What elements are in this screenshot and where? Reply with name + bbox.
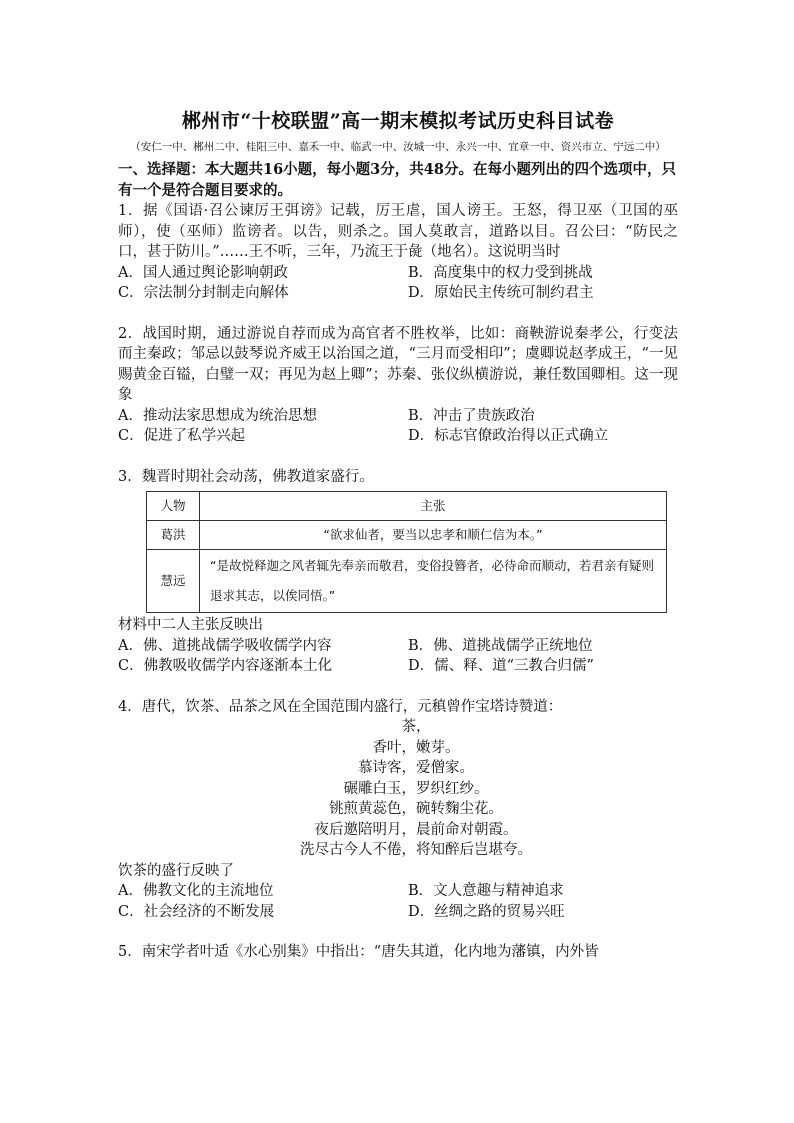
table-cell-view: “是故悦释迦之风者辄先奉亲而敬君，变俗投簪者，必待命而顺动，若君亲有疑则退求其志，以俟同悟。” — [200, 550, 667, 613]
poem-line: 慕诗客，爱僧家。 — [358, 760, 474, 776]
question-5 — [118, 942, 678, 963]
poem-line: 碾雕白玉，罗织红纱。 — [343, 780, 489, 797]
poem-line: 茶， — [401, 719, 431, 735]
school-list: （安仁一中、郴州二中、桂阳三中、嘉禾一中、临武一中、汝城一中、永兴一中、宜章一中、资兴市立、宁远二中） — [130, 141, 666, 153]
table-row — [147, 550, 667, 613]
question-3-options — [118, 636, 678, 677]
question-3 — [118, 467, 678, 677]
question-5-text: 5．南宋学者叶适《水心别集》中指出：“唐失其道，化内地为藩镇，内外皆 — [118, 944, 599, 960]
option-c: C．宗法制分封制走向解体 — [118, 285, 289, 301]
table-header-person: 人物 — [147, 492, 200, 521]
table-header-view: 主张 — [200, 492, 667, 521]
question-4-options — [118, 881, 678, 922]
option-b: B．高度集中的权力受到挑战 — [408, 264, 593, 281]
table-cell-person: 葛洪 — [147, 521, 200, 550]
option-d: D．丝绸之路的贸易兴旺 — [408, 903, 565, 920]
question-4 — [118, 697, 678, 923]
question-3-stem: 材料中二人主张反映出 — [118, 617, 263, 633]
option-b: B．冲击了贵族政治 — [408, 407, 535, 424]
question-2-text: 2．战国时期，通过游说自荐而成为高官者不胜枚举，比如：商鞅游说秦孝公，行变法而主秦政；邹忌以鼓琴说齐威王以治国之道，“三月而受相印”；虞卿说赵孝成王，“一见赐黄金百镒，白璧一双；再见为赵上卿”；苏秦、张仪纵横游说，兼任数国卿相。这一现象 — [118, 325, 678, 403]
section-heading: 一、选择题：本大题共16小题，每小题3分，共48分。在每小题列出的四个选项中，只有一个是符合题目要求的。 — [118, 161, 676, 199]
table-cell-view: “欲求仙者，要当以忠孝和顺仁信为本。” — [200, 521, 667, 550]
option-d: D．儒、释、道“三教合归儒” — [408, 658, 594, 674]
poem-line: 洗尽古今人不倦，将知醉后岂堪夸。 — [300, 842, 532, 858]
table-row — [147, 521, 667, 550]
poem-line: 铫煎黄蕊色，碗转麴尘花。 — [329, 801, 503, 817]
question-1-text: 1．据《国语·召公谏厉王弭谤》记载，厉王虐，国人谤王。王怒，得卫巫（卫国的巫师），使（巫师）监谤者。以告，则杀之。国人莫敢言，道路以目。召公曰：“防民之口，甚于防川。”……王不听，三年，乃流王于彘（地名）。这说明当时 — [118, 203, 678, 260]
option-d: D．原始民主传统可制约君主 — [408, 285, 594, 301]
question-3-text: 3．魏晋时期社会动荡，佛教道家盛行。 — [118, 468, 374, 485]
question-2-options — [118, 406, 678, 447]
option-d: D．标志官僚政治得以正式确立 — [408, 428, 609, 444]
question-1-options — [118, 263, 678, 304]
option-b: B．佛、道挑战儒学正统地位 — [408, 637, 593, 654]
exam-page — [118, 100, 678, 963]
material-table — [146, 491, 667, 613]
option-a: A．佛教文化的主流地位 — [118, 883, 274, 899]
question-4-text: 4．唐代，饮茶、品茶之风在全国范围内盛行，元稹曾作宝塔诗赞道： — [118, 698, 563, 715]
option-c: C．促进了私学兴起 — [118, 428, 246, 444]
exam-title: 郴州市“十校联盟”高一期末模拟考试历史科目试卷 — [181, 110, 615, 132]
option-b: B．文人意趣与精神追求 — [408, 883, 564, 899]
question-2 — [118, 324, 678, 447]
question-1 — [118, 201, 678, 304]
poem-line: 香叶，嫩芽。 — [372, 739, 460, 756]
pagoda-poem — [154, 717, 678, 861]
option-c: C．社会经济的不断发展 — [118, 903, 275, 920]
option-a: A．佛、道挑战儒学吸收儒学内容 — [118, 637, 332, 654]
table-header-row — [147, 492, 667, 521]
poem-line: 夜后邀陪明月，晨前命对朝霞。 — [314, 821, 518, 838]
option-a: A．推动法家思想成为统治思想 — [118, 407, 317, 424]
option-a: A．国人通过舆论影响朝政 — [118, 264, 288, 281]
question-4-stem: 饮茶的盛行反映了 — [118, 862, 234, 879]
table-cell-person: 慧远 — [147, 550, 200, 613]
option-c: C．佛教吸收儒学内容逐渐本土化 — [118, 658, 333, 674]
